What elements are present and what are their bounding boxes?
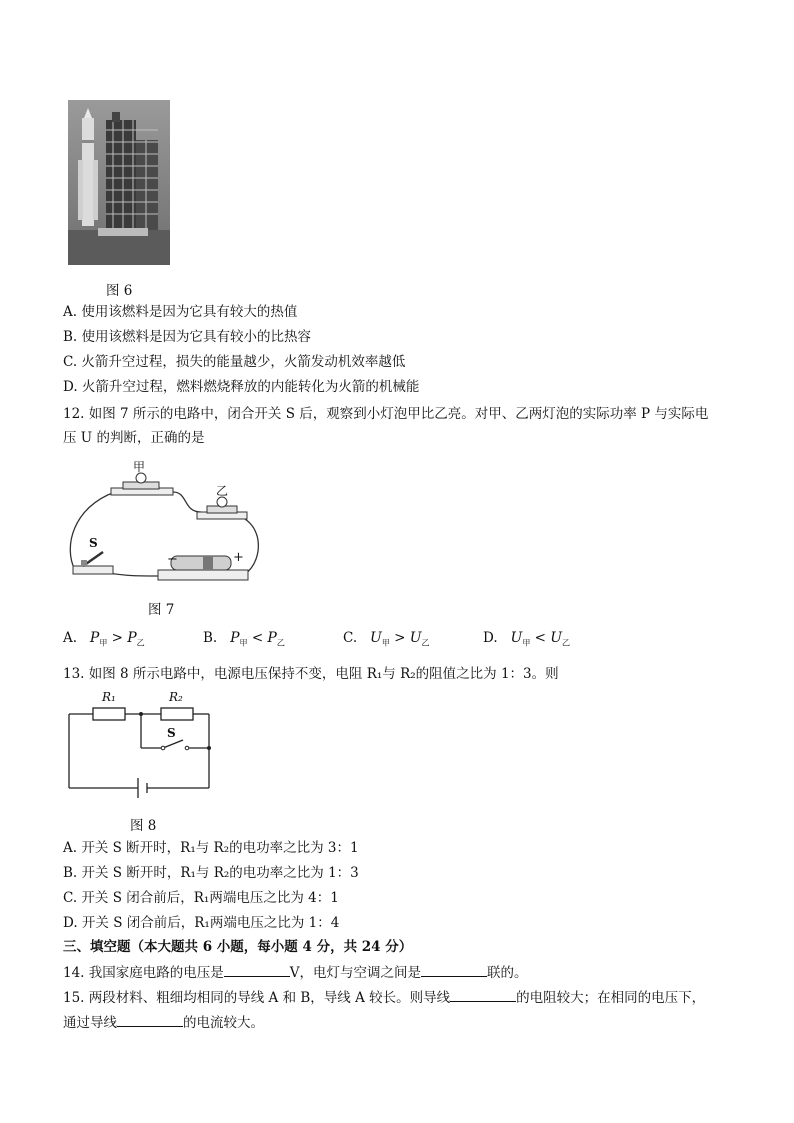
q15-blank-2[interactable]	[117, 1012, 183, 1027]
rocket-launch-photo	[68, 100, 170, 265]
r1-label: R₁	[102, 690, 116, 704]
q12-option-b: B. $P_甲 < P_乙$	[203, 630, 285, 648]
battery-minus-label: −	[167, 552, 178, 567]
q12-stem-line1: 12. 如图 7 所示的电路中，闭合开关 S 后，观察到小灯泡甲比乙亮。对甲、乙两灯泡的实际功率 P 与实际电	[63, 406, 709, 422]
q15-blank-1[interactable]	[450, 987, 516, 1002]
q12-option-a: A. $P_甲 > P_乙$	[63, 630, 145, 648]
q13-stem: 13. 如图 8 所示电路中，电源电压保持不变，电阻 R₁与 R₂的阻值之比为 1：3。则	[63, 666, 559, 682]
q13-option-d: D. 开关 S 闭合前后，R₁两端电压之比为 1：4	[63, 915, 340, 931]
lamp-jia-label: 甲	[133, 460, 146, 474]
figure-6-caption: 图 6	[106, 283, 133, 299]
figure-7-circuit	[63, 452, 263, 590]
q13-option-c: C. 开关 S 闭合前后，R₁两端电压之比为 4：1	[63, 890, 339, 906]
r2-label: R₂	[169, 690, 183, 704]
q14-blank-1[interactable]	[224, 962, 290, 977]
q12-option-c: C. $U_甲 > U_乙$	[343, 630, 430, 648]
q12-stem-line2: 压 U 的判断，正确的是	[63, 430, 205, 446]
section-3-title: 三、填空题（本大题共 6 小题，每小题 4 分，共 24 分）	[63, 939, 413, 955]
q14-blank-2[interactable]	[421, 962, 487, 977]
circuit-8-graphic	[63, 690, 215, 802]
battery-plus-label: +	[233, 550, 244, 565]
circuit-7-graphic	[63, 452, 263, 590]
figure-8-caption: 图 8	[130, 818, 157, 834]
figure-8-circuit	[63, 690, 215, 802]
q11-option-c: C. 火箭升空过程，损失的能量越少，火箭发动机效率越低	[63, 354, 406, 370]
figure-7-caption: 图 7	[148, 602, 175, 618]
q11-option-a: A. 使用该燃料是因为它具有较大的热值	[63, 304, 298, 320]
q12-option-d: D. $U_甲 < U_乙$	[483, 630, 571, 648]
q15-line2: 通过导线 的电流较大。	[63, 1012, 264, 1033]
q11-option-b: B. 使用该燃料是因为它具有较小的比热容	[63, 329, 312, 345]
q13-option-b: B. 开关 S 断开时，R₁与 R₂的电功率之比为 1：3	[63, 865, 359, 881]
q13-option-a: A. 开关 S 断开时，R₁与 R₂的电功率之比为 3：1	[63, 840, 359, 856]
lamp-yi-label: 乙	[216, 484, 229, 498]
q11-option-d: D. 火箭升空过程，燃料燃烧释放的内能转化为火箭的机械能	[63, 379, 420, 395]
switch-s-label: S	[89, 536, 98, 550]
q15-line1: 15. 两段材料、粗细均相同的导线 A 和 B，导线 A 较长。则导线 的电阻较大；在相同的电压下，	[63, 987, 705, 1008]
switch-s-label-fig8: S	[167, 726, 176, 740]
rocket-photo-graphic	[68, 100, 170, 265]
q14: 14. 我国家庭电路的电压是 V，电灯与空调之间是 联的。	[63, 962, 528, 983]
